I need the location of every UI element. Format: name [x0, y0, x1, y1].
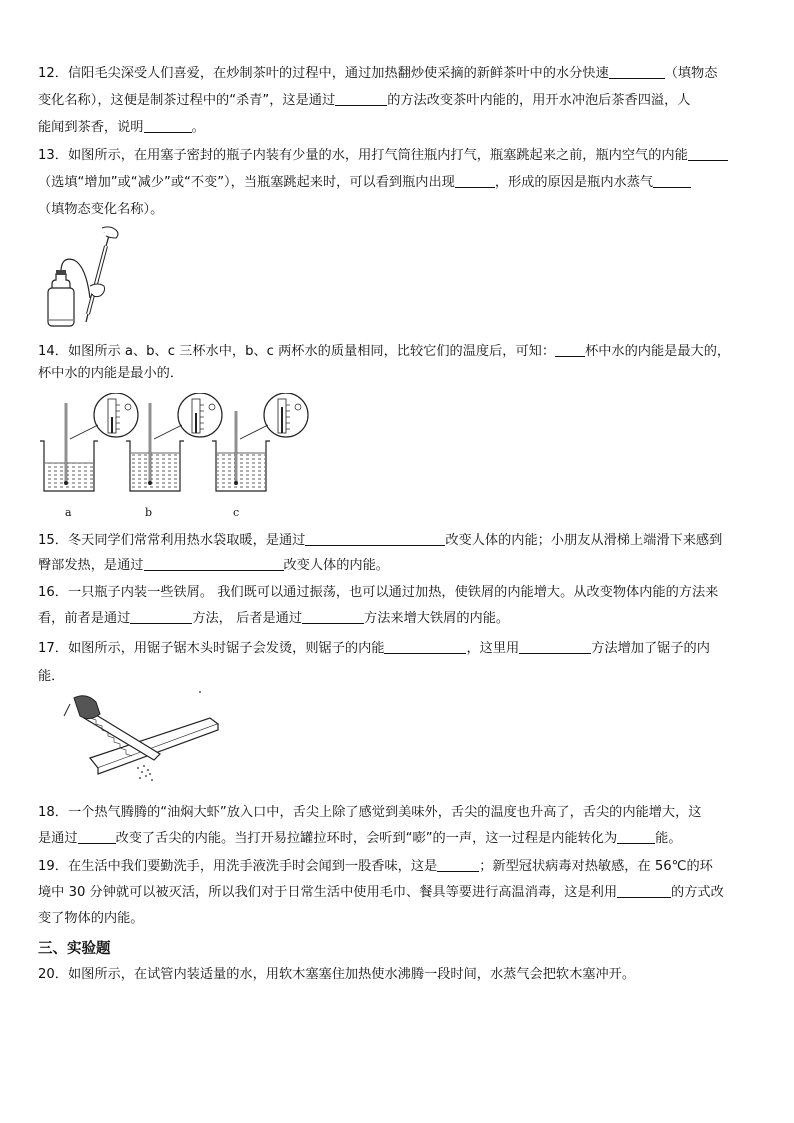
q16-line2: 看，前者是通过 方法， 后者是通过 方法来增大铁屑的内能。	[38, 611, 510, 626]
q20-line1: 20．如图所示，在试管内装适量的水，用软木塞塞住加热使水沸腾一段时间，水蒸气会把软木塞冲开。	[38, 967, 636, 982]
q15-line1: 15．冬天同学们常常利用热水袋取暖，是通过 改变人体的内能；小朋友从滑梯上端滑下来感到	[38, 533, 723, 548]
saw-wood-figure	[60, 688, 240, 788]
q15-blank2[interactable]	[144, 557, 284, 571]
q12-line3: 能闻到茶香，说明 。	[38, 120, 205, 135]
q14-line1: 14．如图所示 a、b、c 三杯水中，b、c 两杯水的质量相同，比较它们的温度后，可知： 杯中水的内能是最大的，	[38, 344, 731, 359]
q14-blank1[interactable]	[555, 343, 585, 357]
q17-blank1[interactable]	[384, 640, 466, 654]
q15-blank1[interactable]	[305, 532, 445, 546]
q18-line1: 18．一个热气腾腾的“油焖大虾”放入口中，舌尖上除了感觉到美味外，舌尖的温度也升高了，舌尖的内能增大，这	[38, 805, 702, 820]
q17-line1: 17．如图所示，用锯子锯木头时锯子会发烫，则锯子的内能 ，这里用 方法增加了锯子的内	[38, 641, 710, 656]
q19-blank1[interactable]	[437, 858, 479, 872]
beaker-c	[212, 393, 308, 491]
q16-line1: 16．一只瓶子内装一些铁屑。 我们既可以通过振荡，也可以通过加热，使铁屑的内能增大。从改变物体内能的方法来	[38, 585, 719, 600]
q12-line1: 12．信阳毛尖深受人们喜爱，在炒制茶叶的过程中，通过加热翻炒使采摘的新鲜茶叶中的水分快速 （填物态	[38, 66, 718, 81]
q13-blank1[interactable]	[688, 147, 728, 161]
beaker-a	[40, 393, 138, 491]
q12-line2: 变化名称），这便是制茶过程中的“杀青”，这是通过 的方法改变茶叶内能的，用开水冲泡后茶香四溢，人	[38, 93, 691, 108]
q13-line1: 13．如图所示，在用塞子密封的瓶子内装有少量的水，用打气筒往瓶内打气，瓶塞跳起来之前，瓶内空气的内能	[38, 147, 728, 165]
q12-blank2[interactable]	[335, 92, 387, 106]
q13-line3: （填物态变化名称）。	[38, 202, 164, 217]
q19-line2: 境中 30 分钟就可以被灭活，所以我们对于日常生活中使用毛巾、餐具等要进行高温消毒，这是利用 的方式改	[38, 885, 724, 900]
q12-blank3[interactable]	[144, 119, 192, 133]
q16-blank2[interactable]	[302, 610, 364, 624]
q15-line2: 臀部发热，是通过 改变人体的内能。	[38, 558, 389, 573]
q13-blank3[interactable]	[653, 174, 691, 188]
q18-line2: 是通过 改变了舌尖的内能。当打开易拉罐拉环时，会听到“嘭”的一声，这一过程是内能转化为 能。	[38, 831, 682, 846]
bottle-pump-figure	[40, 226, 140, 330]
q12-text: 12．信阳毛尖深受人们喜爱，在炒制茶叶的过程中，通过加热翻炒使采摘的新鲜茶叶中的水分快速	[38, 66, 609, 81]
q19-line1: 19．在生活中我们要勤洗手，用洗手液洗手时会闻到一股香味，这是 ；新型冠状病毒对热敏感，在 56℃的环	[38, 859, 713, 874]
section-heading-experiment: 三、实验题	[38, 941, 111, 957]
q14-line2: 杯中水的内能是最小的．	[38, 366, 184, 381]
beaker-caption-a: a	[65, 506, 72, 519]
q17-line2: 能．	[38, 669, 65, 684]
beaker-caption-c: c	[233, 506, 240, 519]
q16-blank1[interactable]	[130, 610, 192, 624]
q19-blank2[interactable]	[617, 884, 671, 898]
q12-blank1[interactable]	[609, 65, 665, 79]
three-beakers-figure	[36, 393, 316, 501]
beaker-b	[126, 393, 222, 491]
q18-blank1[interactable]	[78, 830, 116, 844]
q19-line3: 变了物体的内能。	[38, 911, 144, 926]
q17-blank2[interactable]	[519, 640, 591, 654]
q13-blank2[interactable]	[455, 174, 495, 188]
beaker-caption-b: b	[145, 506, 153, 519]
q18-blank2[interactable]	[617, 830, 655, 844]
q13-line2: （选填“增加”或“减少”或“不变”），当瓶塞跳起来时，可以看到瓶内出现 ，形成的原因是瓶内水蒸气	[38, 174, 691, 192]
